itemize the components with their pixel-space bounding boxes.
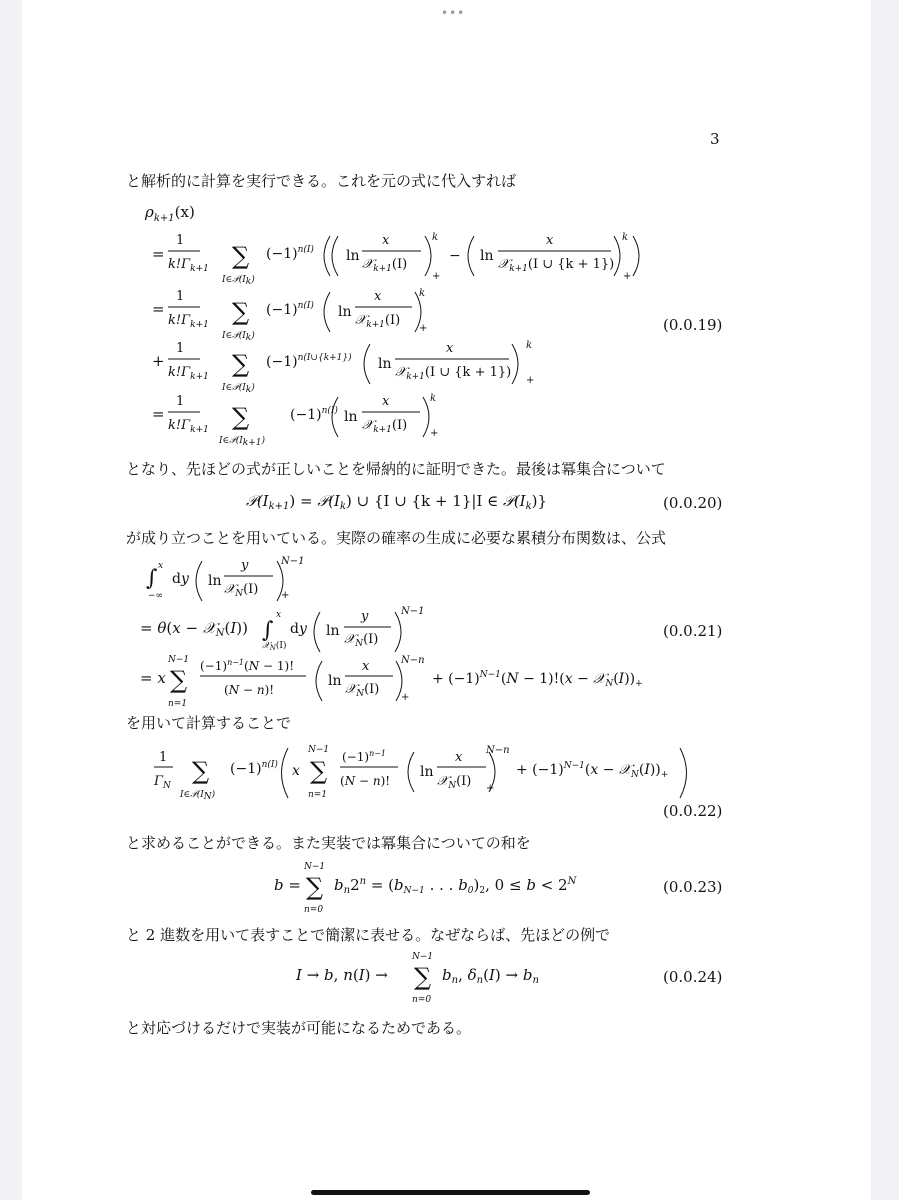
svg-text:∑: ∑ (192, 757, 210, 785)
svg-text:𝒫(Ik+1) = 𝒫(Ik) ∪ {I ∪ {k +: $𝒫(I_{k+1})$ = $𝒫(I_k)$ ∪ {I ∪ {k + 1}|I ∈ $𝒫(I_k)$} (246, 492, 548, 512)
svg-text:b =: b = (274, 876, 301, 894)
svg-text:=: = (152, 300, 165, 318)
svg-text:+: + (281, 590, 290, 601)
equation-number-21: (0.0.21) (663, 622, 723, 640)
equation-number-19: (0.0.19) (663, 316, 723, 334)
paragraph-5: と求めることができる。また実装では冪集合についての和を (126, 834, 531, 852)
svg-text:I∈𝒫(Ik): I∈𝒫(Ik) (222, 383, 255, 395)
svg-text:x: x (276, 610, 282, 620)
paragraph-1: と解析的に計算を実行できる。これを元の式に代入すれば (126, 172, 517, 190)
svg-text:ΓN: $\Gamma_N$ (154, 774, 171, 791)
svg-text:∑: ∑ (414, 963, 432, 991)
svg-text:dy: dy (290, 621, 307, 637)
equation-number-20: (0.0.20) (663, 494, 723, 512)
svg-text:(−1)n−1: $(-1)^{n-1}$ (342, 749, 387, 764)
svg-text:x: x (382, 233, 390, 248)
svg-text:+: + (623, 271, 632, 282)
svg-text:+: + (432, 271, 441, 282)
svg-text:+ (−1)N−1(x − 𝒳N(I))+: + $(-1)^{N-1}(x$ − $𝒳_N(I))_+$ (516, 761, 669, 780)
svg-text:ln: ln (326, 623, 340, 639)
equation-number-22: (0.0.22) (663, 802, 723, 820)
svg-text:bn2n = (bN−1 . . . b0)2, 0: $b_n2^n = (b_{N-1}$ . . . $b_0)_2$, $0 \le b < 2^N$ (334, 876, 577, 896)
svg-text:k: k (526, 340, 533, 351)
svg-text:(−1)n(I): $(-1)^{n(I)}$ (266, 245, 314, 262)
equation-24 (295, 952, 539, 1005)
more-options-icon[interactable]: ••• (441, 6, 466, 20)
svg-text:N−1: N−1 (412, 952, 434, 962)
svg-text:𝒳N(I): 𝒳$_N$(I) (344, 632, 379, 649)
svg-text:N−n: N−n (486, 745, 510, 756)
svg-text:bn, δn(I) → bn: $b_n$, $\delta_n(I) \to b_n$ (442, 966, 539, 986)
svg-text:𝒳N(I): 𝒳$_N$(I) (224, 582, 259, 599)
svg-text:+: + (486, 783, 495, 794)
svg-text:−∞: −∞ (148, 591, 164, 601)
svg-text:𝒳k+1(I): 𝒳$_{k+1}$(I) (355, 313, 401, 330)
equation-19 (144, 203, 639, 448)
svg-text:N−1: N−1 (401, 606, 425, 617)
svg-text:x: x (455, 750, 463, 765)
svg-text:x: x (546, 233, 554, 248)
svg-text:x: x (382, 394, 390, 409)
equation-21 (140, 556, 643, 709)
svg-text:ln: ln (420, 764, 434, 780)
equation-number-24: (0.0.24) (663, 968, 723, 986)
svg-text:N−1: N−1 (304, 862, 326, 872)
paragraph-6: と 2 進数を用いて表すことで簡潔に表せる。なぜならば、先ほどの例で (126, 926, 611, 944)
svg-text:ln: ln (208, 573, 222, 589)
svg-text:+: + (526, 375, 535, 386)
svg-text:𝒳N(I): 𝒳$_N$(I) (437, 774, 472, 791)
svg-text:k!Γk+1: $k!\Gamma_{k+1}$ (168, 418, 209, 435)
svg-text:1: 1 (176, 233, 185, 248)
svg-text:1: 1 (176, 341, 185, 356)
svg-text:ln: ln (480, 248, 494, 264)
svg-text:∑: ∑ (170, 666, 188, 694)
svg-text:∫: ∫ (146, 566, 158, 591)
svg-text:k!Γk+1: $k!\Gamma_{k+1}$ (168, 313, 209, 330)
svg-text:dy: dy (172, 571, 189, 587)
svg-text:∑: ∑ (232, 403, 250, 431)
equation-number-23: (0.0.23) (663, 878, 723, 896)
svg-text:k!Γk+1: $k!\Gamma_{k+1}$ (168, 257, 209, 274)
svg-text:𝒳N(I): 𝒳$_N$(I) (262, 641, 287, 652)
page-number: 3 (710, 130, 720, 148)
svg-text:y: y (241, 558, 249, 573)
svg-text:I → b, n(I) →: I → b, n(I) → (296, 966, 388, 984)
svg-text:x: x (446, 341, 454, 356)
svg-text:∑: ∑ (306, 873, 324, 901)
svg-text:ln: ln (338, 304, 352, 320)
svg-text:x: x (158, 561, 164, 571)
svg-text:(−1)n(I): $(-1)^{n(I)}$ (266, 301, 314, 318)
svg-text:∑: ∑ (232, 242, 250, 270)
svg-text:x: x (362, 659, 370, 674)
svg-text:ln: ln (378, 356, 392, 372)
svg-text:ln: ln (328, 673, 342, 689)
svg-text:(−1)n(I∪{k+1}): $(-1)^{n(I\cup\{k+1\})}$ (266, 353, 352, 370)
svg-text:y: y (361, 609, 369, 624)
svg-text:ln: ln (344, 409, 358, 425)
svg-text:k: k (419, 288, 426, 299)
svg-text:= θ(x − 𝒳N(I)): = θ(x − 𝒳$_N$(I)) (140, 619, 248, 639)
svg-text:x: x (374, 289, 382, 304)
svg-text:1: 1 (176, 394, 185, 409)
svg-text:n=1: n=1 (308, 790, 328, 800)
svg-text:𝒳k+1(I): 𝒳$_{k+1}$(I) (362, 257, 408, 274)
svg-text:n=1: n=1 (168, 699, 188, 709)
equation-20 (246, 492, 547, 512)
svg-text:∫: ∫ (262, 618, 274, 643)
svg-text:∑: ∑ (232, 298, 250, 326)
svg-text:I∈𝒫(Ik+1): I∈𝒫(Ik+1) (219, 436, 266, 448)
svg-text:𝒳k+1(I): 𝒳$_{k+1}$(I) (362, 418, 408, 435)
svg-text:∑: ∑ (310, 757, 328, 785)
paragraph-2: となり、先ほどの式が正しいことを帰納的に証明できた。最後は冪集合について (126, 460, 666, 478)
svg-text:(N − n)!: (N − n)! (340, 774, 391, 788)
svg-text:(−1)n(I): $(-1)^{n(I)}$ (290, 406, 338, 423)
svg-text:I∈𝒫(Ik): I∈𝒫(Ik) (222, 275, 255, 287)
equation-22 (153, 745, 687, 802)
svg-text:=: = (152, 405, 165, 423)
svg-text:I∈𝒫(Ik): I∈𝒫(Ik) (222, 331, 255, 343)
svg-text:= x: = x (140, 669, 166, 687)
svg-text:1: 1 (176, 289, 185, 304)
svg-text:k: k (622, 232, 629, 243)
svg-text:k!Γk+1: $k!\Gamma_{k+1}$ (168, 365, 209, 382)
svg-text:+: + (430, 428, 439, 439)
svg-text:(−1)n(I): $(-1)^{n(I)}$ (230, 760, 278, 777)
svg-text:=: = (152, 245, 165, 263)
svg-text:(N − n)!: (N − n)! (224, 683, 275, 697)
paragraph-3: が成り立つことを用いている。実際の確率の生成に必要な累積分布関数は、公式 (126, 529, 667, 547)
svg-text:I∈𝒫(IN): I∈𝒫(IN) (180, 790, 216, 802)
svg-text:N−1: N−1 (308, 745, 330, 755)
svg-text:k: k (430, 393, 437, 404)
svg-text:−: − (449, 248, 461, 264)
svg-text:𝒳N(I): 𝒳$_N$(I) (345, 682, 380, 699)
svg-text:x: x (292, 763, 300, 779)
svg-text:n=0: n=0 (304, 905, 324, 915)
svg-text:N−1: N−1 (168, 655, 190, 665)
equation-23 (274, 862, 578, 915)
svg-text:N−n: N−n (401, 655, 425, 666)
svg-text:(−1)n−1(N − 1)!: $(-1)^{n-1}(N - 1)$! (200, 658, 295, 673)
svg-text:N−1: N−1 (281, 556, 305, 567)
svg-text:n=0: n=0 (412, 995, 432, 1005)
svg-text:ln: ln (346, 248, 360, 264)
svg-text:+ (−1)N−1(N − 1)!(x − 𝒳N(I))+: + $(-1)^{N-1}(N - 1)!(x$ − $𝒳_N(I))_+$ (432, 670, 643, 689)
svg-text:∑: ∑ (232, 350, 250, 378)
svg-text:k: k (432, 232, 439, 243)
paragraph-4: を用いて計算することで (126, 714, 292, 732)
svg-text:𝒳k+1(I ∪ {k + 1}): 𝒳$_{k+1}$(I ∪ {k + 1}) (498, 257, 615, 274)
svg-text:+: + (419, 323, 428, 334)
svg-text:+: + (401, 692, 410, 703)
svg-text:1: 1 (159, 750, 168, 765)
paragraph-7: と対応づけるだけで実装が可能になるためである。 (126, 1019, 472, 1037)
svg-text:+: + (152, 352, 165, 370)
svg-text:ρk+1(x): $\rho_{k+1}(x)$ (145, 203, 195, 224)
svg-text:𝒳k+1(I ∪ {k + 1}): 𝒳$_{k+1}$(I ∪ {k + 1}) (395, 365, 512, 382)
